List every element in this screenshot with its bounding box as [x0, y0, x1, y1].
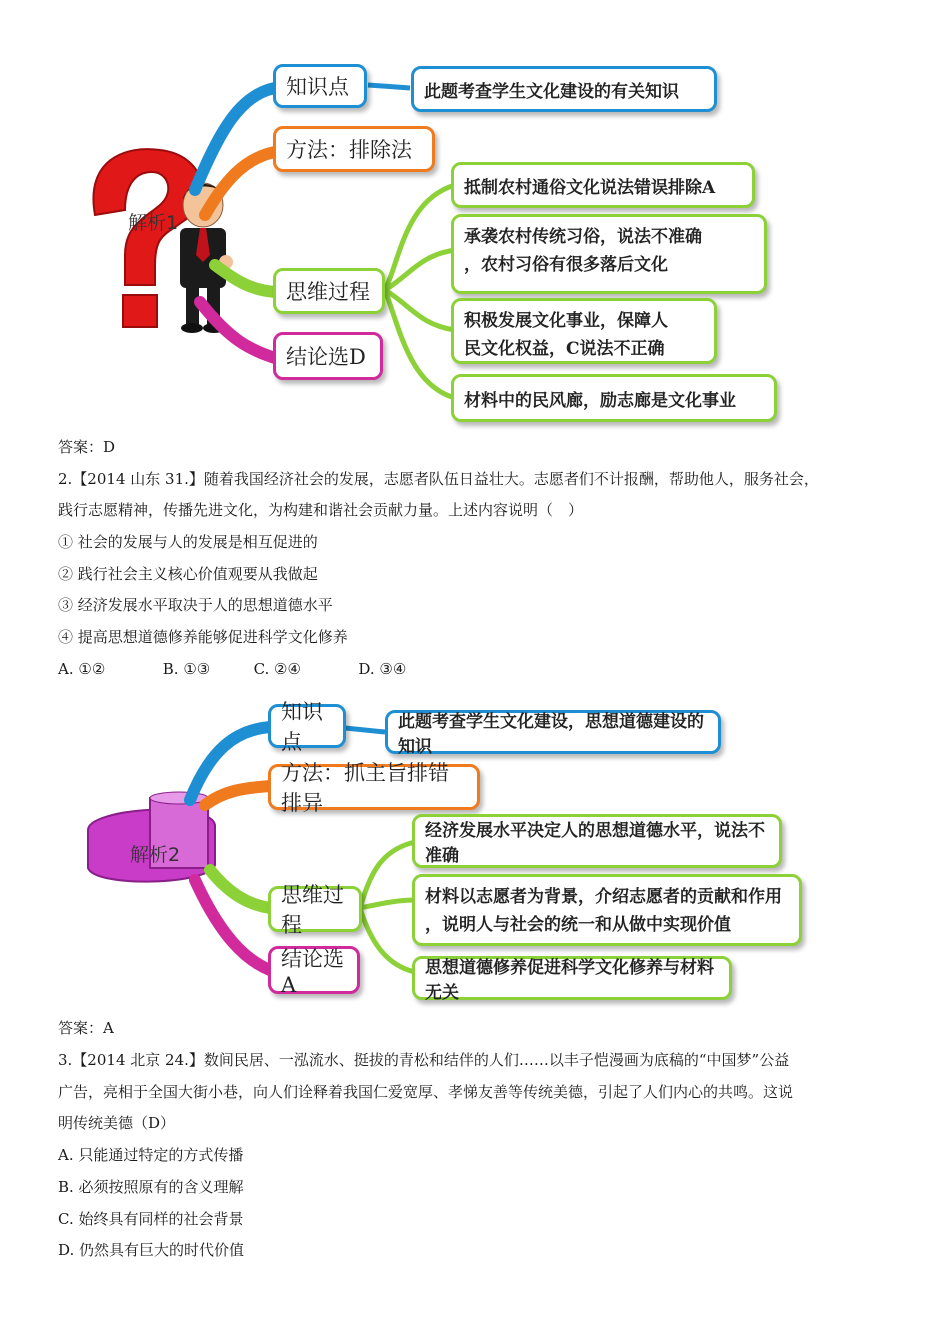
q2-options — [58, 659, 406, 679]
cylinder-icon — [88, 792, 215, 882]
knowledge-text-node: 此题考查学生文化建设，思想道德建设的知识 — [385, 710, 721, 754]
q3-stem-line-3: 明传统美德（D） — [58, 1114, 176, 1132]
q3-option-a: A. 只能通过特定的方式传播 — [58, 1146, 244, 1164]
q2-option-b: B. ①③ — [162, 660, 211, 678]
q3-option-c: C. 始终具有同样的社会背景 — [58, 1210, 244, 1228]
q3-option-b: B. 必须按照原有的含义理解 — [58, 1178, 244, 1196]
answer-1: 答案：D — [58, 438, 116, 456]
q3-stem-line-1: 3.【2014 北京 24.】数间民居、一泓流水、挺拔的青松和结伴的人们……以丰子恺漫画为底稿的“中国梦”公益 — [58, 1051, 790, 1069]
q2-option-d: D. ③④ — [358, 660, 407, 678]
mindmap-analysis-1 — [0, 40, 950, 430]
q2-stem-line-1: 2.【2014 山东 31.】随着我国经济社会的发展，志愿者队伍日益壮大。志愿者们不计报酬，帮助他人，服务社会， — [58, 470, 819, 488]
q3-stem-line-2: 广告，亮相于全国大街小巷，向人们诠释着我国仁爱宽厚、孝悌友善等传统美德，引起了人们内心的共鸣。这说 — [58, 1083, 794, 1101]
q2-statement-1: ① 社会的发展与人的发展是相互促进的 — [58, 533, 318, 551]
q2-stem-line-2: 践行志愿精神，传播先进文化，为构建和谐社会贡献力量。上述内容说明（ ） — [58, 501, 584, 519]
process-node: 思维过程 — [273, 268, 385, 314]
process-item-4: 材料中的民风廊，励志廊是文化事业 — [451, 374, 777, 422]
analysis-label: 解析1 — [128, 212, 179, 234]
process-item-2: 承袭农村传统习俗，说法不准确 ，农村习俗有很多落后文化 — [451, 214, 767, 294]
process-item-3: 积极发展文化事业，保障人 民文化权益，C说法不正确 — [451, 298, 717, 364]
process-item-1: 抵制农村通俗文化说法错误排除A — [451, 162, 755, 208]
process-item-1: 经济发展水平决定人的思想道德水平，说法不准确 — [412, 814, 782, 868]
conclusion-node: 结论选D — [273, 332, 383, 380]
answer-2: 答案：A — [58, 1019, 114, 1037]
method-node: 方法：排除法 — [273, 126, 435, 172]
q2-statement-3: ③ 经济发展水平取决于人的思想道德水平 — [58, 596, 333, 614]
q2-statement-4: ④ 提高思想道德修养能够促进科学文化修养 — [58, 628, 348, 646]
mindmap-analysis-2 — [0, 690, 950, 1010]
q3-option-d: D. 仍然具有巨大的时代价值 — [58, 1241, 245, 1259]
process-item-3: 思想道德修养促进科学文化修养与材料无关 — [412, 956, 732, 1000]
process-item-2: 材料以志愿者为背景，介绍志愿者的贡献和作用 ，说明人与社会的统一和从做中实现价值 — [412, 874, 802, 946]
knowledge-node: 知识点 — [268, 704, 346, 748]
knowledge-text-node: 此题考查学生文化建设的有关知识 — [411, 66, 717, 112]
knowledge-node: 知识点 — [273, 64, 367, 108]
q2-option-a: A. ①② — [58, 660, 106, 678]
q2-statement-2: ② 践行社会主义核心价值观要从我做起 — [58, 565, 318, 583]
process-node: 思维过程 — [268, 886, 362, 932]
conclusion-node: 结论选A — [268, 946, 360, 994]
analysis-label: 解析2 — [130, 844, 181, 866]
method-node: 方法：抓主旨排错排异 — [268, 764, 480, 810]
q2-option-c: C. ②④ — [253, 660, 301, 678]
